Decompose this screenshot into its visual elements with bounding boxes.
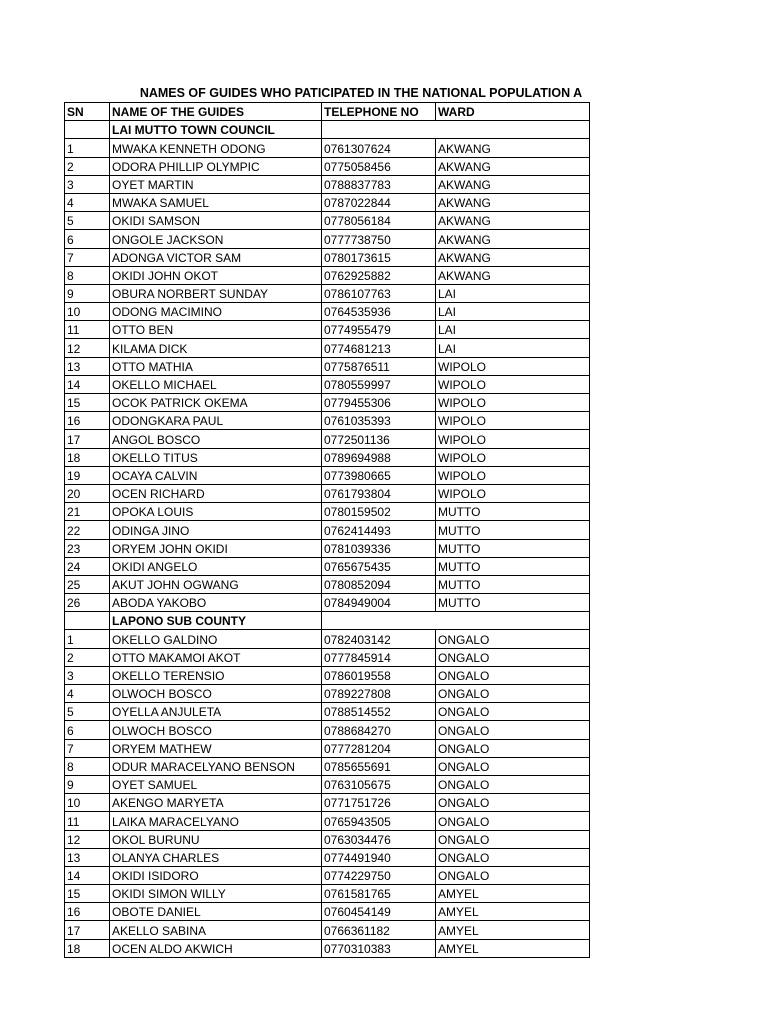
row-telephone: 0775058456 [322,157,436,175]
row-ward: MUTTO [436,575,590,593]
row-telephone: 0762414493 [322,521,436,539]
row-ward: ONGALO [436,648,590,666]
row-ward: AKWANG [436,157,590,175]
row-name: OTTO MAKAMOI AKOT [110,648,322,666]
row-sn: 18 [65,448,110,466]
table-row [65,557,590,575]
table-row [65,648,590,666]
section-blank-cell [322,612,436,630]
row-ward: LAI [436,321,590,339]
row-telephone: 0778056184 [322,212,436,230]
table-row [65,703,590,721]
table-row [65,466,590,484]
row-sn: 5 [65,703,110,721]
row-name: MWAKA SAMUEL [110,193,322,211]
row-name: OKIDI ANGELO [110,557,322,575]
row-name: OPOKA LOUIS [110,503,322,521]
row-sn: 4 [65,193,110,211]
row-telephone: 0780559997 [322,375,436,393]
row-telephone: 0764535936 [322,303,436,321]
row-name: OYELLA ANJULETA [110,703,322,721]
row-name: OKIDI SAMSON [110,212,322,230]
row-name: ODUR MARACELYANO BENSON [110,757,322,775]
table-row [65,521,590,539]
row-telephone: 0777845914 [322,648,436,666]
row-sn: 13 [65,848,110,866]
row-sn: 10 [65,303,110,321]
table-row [65,230,590,248]
row-name: OCAYA CALVIN [110,466,322,484]
row-name: OKELLO TERENSIO [110,666,322,684]
row-telephone: 0777738750 [322,230,436,248]
row-sn: 17 [65,430,110,448]
row-telephone: 0765675435 [322,557,436,575]
row-sn: 21 [65,503,110,521]
row-name: ANGOL BOSCO [110,430,322,448]
row-telephone: 0771751726 [322,794,436,812]
row-telephone: 0774491940 [322,848,436,866]
row-sn: 1 [65,139,110,157]
row-ward: WIPOLO [436,448,590,466]
row-name: OLANYA CHARLES [110,848,322,866]
row-telephone: 0788684270 [322,721,436,739]
row-sn: 19 [65,466,110,484]
row-ward: WIPOLO [436,375,590,393]
row-ward: AKWANG [436,139,590,157]
row-telephone: 0761307624 [322,139,436,157]
row-telephone: 0781039336 [322,539,436,557]
row-sn: 26 [65,594,110,612]
table-row [65,848,590,866]
row-ward: AKWANG [436,266,590,284]
row-sn: 10 [65,794,110,812]
row-ward: ONGALO [436,794,590,812]
row-name: OCEN RICHARD [110,484,322,502]
row-telephone: 0761793804 [322,484,436,502]
table-row [65,248,590,266]
row-sn: 6 [65,230,110,248]
row-name: AKELLO SABINA [110,921,322,939]
row-sn: 18 [65,939,110,957]
row-telephone: 0770310383 [322,939,436,957]
row-sn: 2 [65,157,110,175]
table-row [65,303,590,321]
table-row [65,394,590,412]
row-ward: ONGALO [436,812,590,830]
table-row [65,757,590,775]
table-row [65,266,590,284]
row-telephone: 0782403142 [322,630,436,648]
row-name: ONGOLE JACKSON [110,230,322,248]
row-ward: AMYEL [436,939,590,957]
row-name: AKENGO MARYETA [110,794,322,812]
row-sn: 4 [65,685,110,703]
row-ward: ONGALO [436,866,590,884]
section-row [65,121,590,139]
row-name: OYET SAMUEL [110,775,322,793]
row-name: OKIDI SIMON WILLY [110,885,322,903]
row-telephone: 0775876511 [322,357,436,375]
section-row [65,612,590,630]
row-name: ODINGA JINO [110,521,322,539]
table-row [65,685,590,703]
row-telephone: 0786019558 [322,666,436,684]
row-telephone: 0762925882 [322,266,436,284]
row-sn: 13 [65,357,110,375]
row-telephone: 0774955479 [322,321,436,339]
row-telephone: 0785655691 [322,757,436,775]
row-ward: ONGALO [436,848,590,866]
row-ward: LAI [436,284,590,302]
header-telephone: TELEPHONE NO [322,103,436,121]
header-name: NAME OF THE GUIDES [110,103,322,121]
table-row [65,430,590,448]
row-sn: 5 [65,212,110,230]
row-sn: 6 [65,721,110,739]
table-row [65,775,590,793]
row-sn: 1 [65,630,110,648]
row-ward: ONGALO [436,630,590,648]
section-blank-cell [436,121,590,139]
row-name: OKIDI ISIDORO [110,866,322,884]
row-sn: 8 [65,757,110,775]
row-sn: 14 [65,866,110,884]
row-ward: MUTTO [436,594,590,612]
table-row [65,412,590,430]
row-ward: MUTTO [436,521,590,539]
row-ward: AKWANG [436,193,590,211]
row-name: OKELLO TITUS [110,448,322,466]
row-name: ODORA PHILLIP OLYMPIC [110,157,322,175]
row-telephone: 0789227808 [322,685,436,703]
row-ward: AMYEL [436,921,590,939]
table-row [65,666,590,684]
row-telephone: 0761035393 [322,412,436,430]
row-name: ORYEM MATHEW [110,739,322,757]
row-name: OLWOCH BOSCO [110,685,322,703]
row-name: LAIKA MARACELYANO [110,812,322,830]
row-sn: 14 [65,375,110,393]
row-sn: 24 [65,557,110,575]
table-row [65,339,590,357]
row-sn: 2 [65,648,110,666]
row-ward: LAI [436,303,590,321]
row-name: KILAMA DICK [110,339,322,357]
row-name: OLWOCH BOSCO [110,721,322,739]
row-ward: AKWANG [436,175,590,193]
row-sn: 11 [65,321,110,339]
section-label: LAPONO SUB COUNTY [110,612,322,630]
row-sn: 7 [65,248,110,266]
table-header-row [65,103,590,121]
row-telephone: 0765943505 [322,812,436,830]
row-name: ABODA YAKOBO [110,594,322,612]
row-telephone: 0779455306 [322,394,436,412]
row-telephone: 0761581765 [322,885,436,903]
row-sn: 22 [65,521,110,539]
table-row [65,284,590,302]
table-row [65,357,590,375]
table-row [65,193,590,211]
row-ward: WIPOLO [436,466,590,484]
row-ward: LAI [436,339,590,357]
row-ward: ONGALO [436,739,590,757]
row-ward: ONGALO [436,721,590,739]
table-row [65,321,590,339]
row-name: MWAKA KENNETH ODONG [110,139,322,157]
row-telephone: 0773980665 [322,466,436,484]
document-title: NAMES OF GUIDES WHO PATICIPATED IN THE NATIONAL POPULATION A [139,86,583,100]
table-row [65,885,590,903]
row-telephone: 0766361182 [322,921,436,939]
table-row [65,721,590,739]
row-telephone: 0786107763 [322,284,436,302]
row-ward: WIPOLO [436,357,590,375]
row-sn: 20 [65,484,110,502]
row-sn: 3 [65,175,110,193]
row-ward: WIPOLO [436,430,590,448]
guides-table-body [65,103,590,958]
guides-table [64,102,590,958]
row-name: ODONG MACIMINO [110,303,322,321]
row-sn: 3 [65,666,110,684]
row-name: OTTO BEN [110,321,322,339]
table-row [65,921,590,939]
row-sn: 16 [65,412,110,430]
row-telephone: 0788837783 [322,175,436,193]
row-sn: 7 [65,739,110,757]
section-sn-cell [65,121,110,139]
header-sn: SN [65,103,110,121]
row-sn: 16 [65,903,110,921]
row-ward: ONGALO [436,830,590,848]
row-telephone: 0787022844 [322,193,436,211]
row-telephone: 0780173615 [322,248,436,266]
row-ward: ONGALO [436,757,590,775]
table-row [65,484,590,502]
row-telephone: 0784949004 [322,594,436,612]
row-name: ODONGKARA PAUL [110,412,322,430]
row-name: OKELLO GALDINO [110,630,322,648]
table-row [65,575,590,593]
row-name: OKIDI JOHN OKOT [110,266,322,284]
row-name: OCOK PATRICK OKEMA [110,394,322,412]
row-sn: 15 [65,885,110,903]
header-ward: WARD [436,103,590,121]
row-telephone: 0774229750 [322,866,436,884]
table-row [65,157,590,175]
row-telephone: 0774681213 [322,339,436,357]
table-row [65,175,590,193]
row-sn: 17 [65,921,110,939]
row-name: ORYEM JOHN OKIDI [110,539,322,557]
row-telephone: 0760454149 [322,903,436,921]
table-row [65,794,590,812]
row-ward: MUTTO [436,539,590,557]
table-row [65,594,590,612]
table-row [65,739,590,757]
row-ward: AKWANG [436,248,590,266]
row-ward: AMYEL [436,885,590,903]
row-ward: WIPOLO [436,394,590,412]
row-name: OKELLO MICHAEL [110,375,322,393]
table-row [65,903,590,921]
row-ward: ONGALO [436,775,590,793]
row-telephone: 0763034476 [322,830,436,848]
row-sn: 12 [65,339,110,357]
row-telephone: 0780852094 [322,575,436,593]
row-name: AKUT JOHN OGWANG [110,575,322,593]
section-label: LAI MUTTO TOWN COUNCIL [110,121,322,139]
table-row [65,812,590,830]
row-sn: 12 [65,830,110,848]
row-ward: WIPOLO [436,484,590,502]
row-name: ADONGA VICTOR SAM [110,248,322,266]
row-telephone: 0789694988 [322,448,436,466]
row-ward: ONGALO [436,703,590,721]
section-blank-cell [436,612,590,630]
row-sn: 9 [65,284,110,302]
table-row [65,375,590,393]
row-name: OTTO MATHIA [110,357,322,375]
row-telephone: 0777281204 [322,739,436,757]
table-row [65,830,590,848]
row-telephone: 0780159502 [322,503,436,521]
row-sn: 11 [65,812,110,830]
row-name: OBURA NORBERT SUNDAY [110,284,322,302]
table-row [65,503,590,521]
row-name: OCEN ALDO AKWICH [110,939,322,957]
row-ward: WIPOLO [436,412,590,430]
table-row [65,139,590,157]
table-row [65,630,590,648]
row-name: OYET MARTIN [110,175,322,193]
table-row [65,448,590,466]
row-sn: 25 [65,575,110,593]
section-sn-cell [65,612,110,630]
table-row [65,212,590,230]
row-sn: 15 [65,394,110,412]
row-ward: MUTTO [436,557,590,575]
row-ward: AMYEL [436,903,590,921]
row-telephone: 0763105675 [322,775,436,793]
row-telephone: 0788514552 [322,703,436,721]
row-sn: 9 [65,775,110,793]
row-ward: MUTTO [436,503,590,521]
row-sn: 23 [65,539,110,557]
table-row [65,939,590,957]
row-name: OBOTE DANIEL [110,903,322,921]
table-row [65,539,590,557]
row-ward: ONGALO [436,685,590,703]
section-blank-cell [322,121,436,139]
row-ward: AKWANG [436,212,590,230]
row-name: OKOL BURUNU [110,830,322,848]
row-telephone: 0772501136 [322,430,436,448]
table-row [65,866,590,884]
row-ward: AKWANG [436,230,590,248]
row-ward: ONGALO [436,666,590,684]
row-sn: 8 [65,266,110,284]
